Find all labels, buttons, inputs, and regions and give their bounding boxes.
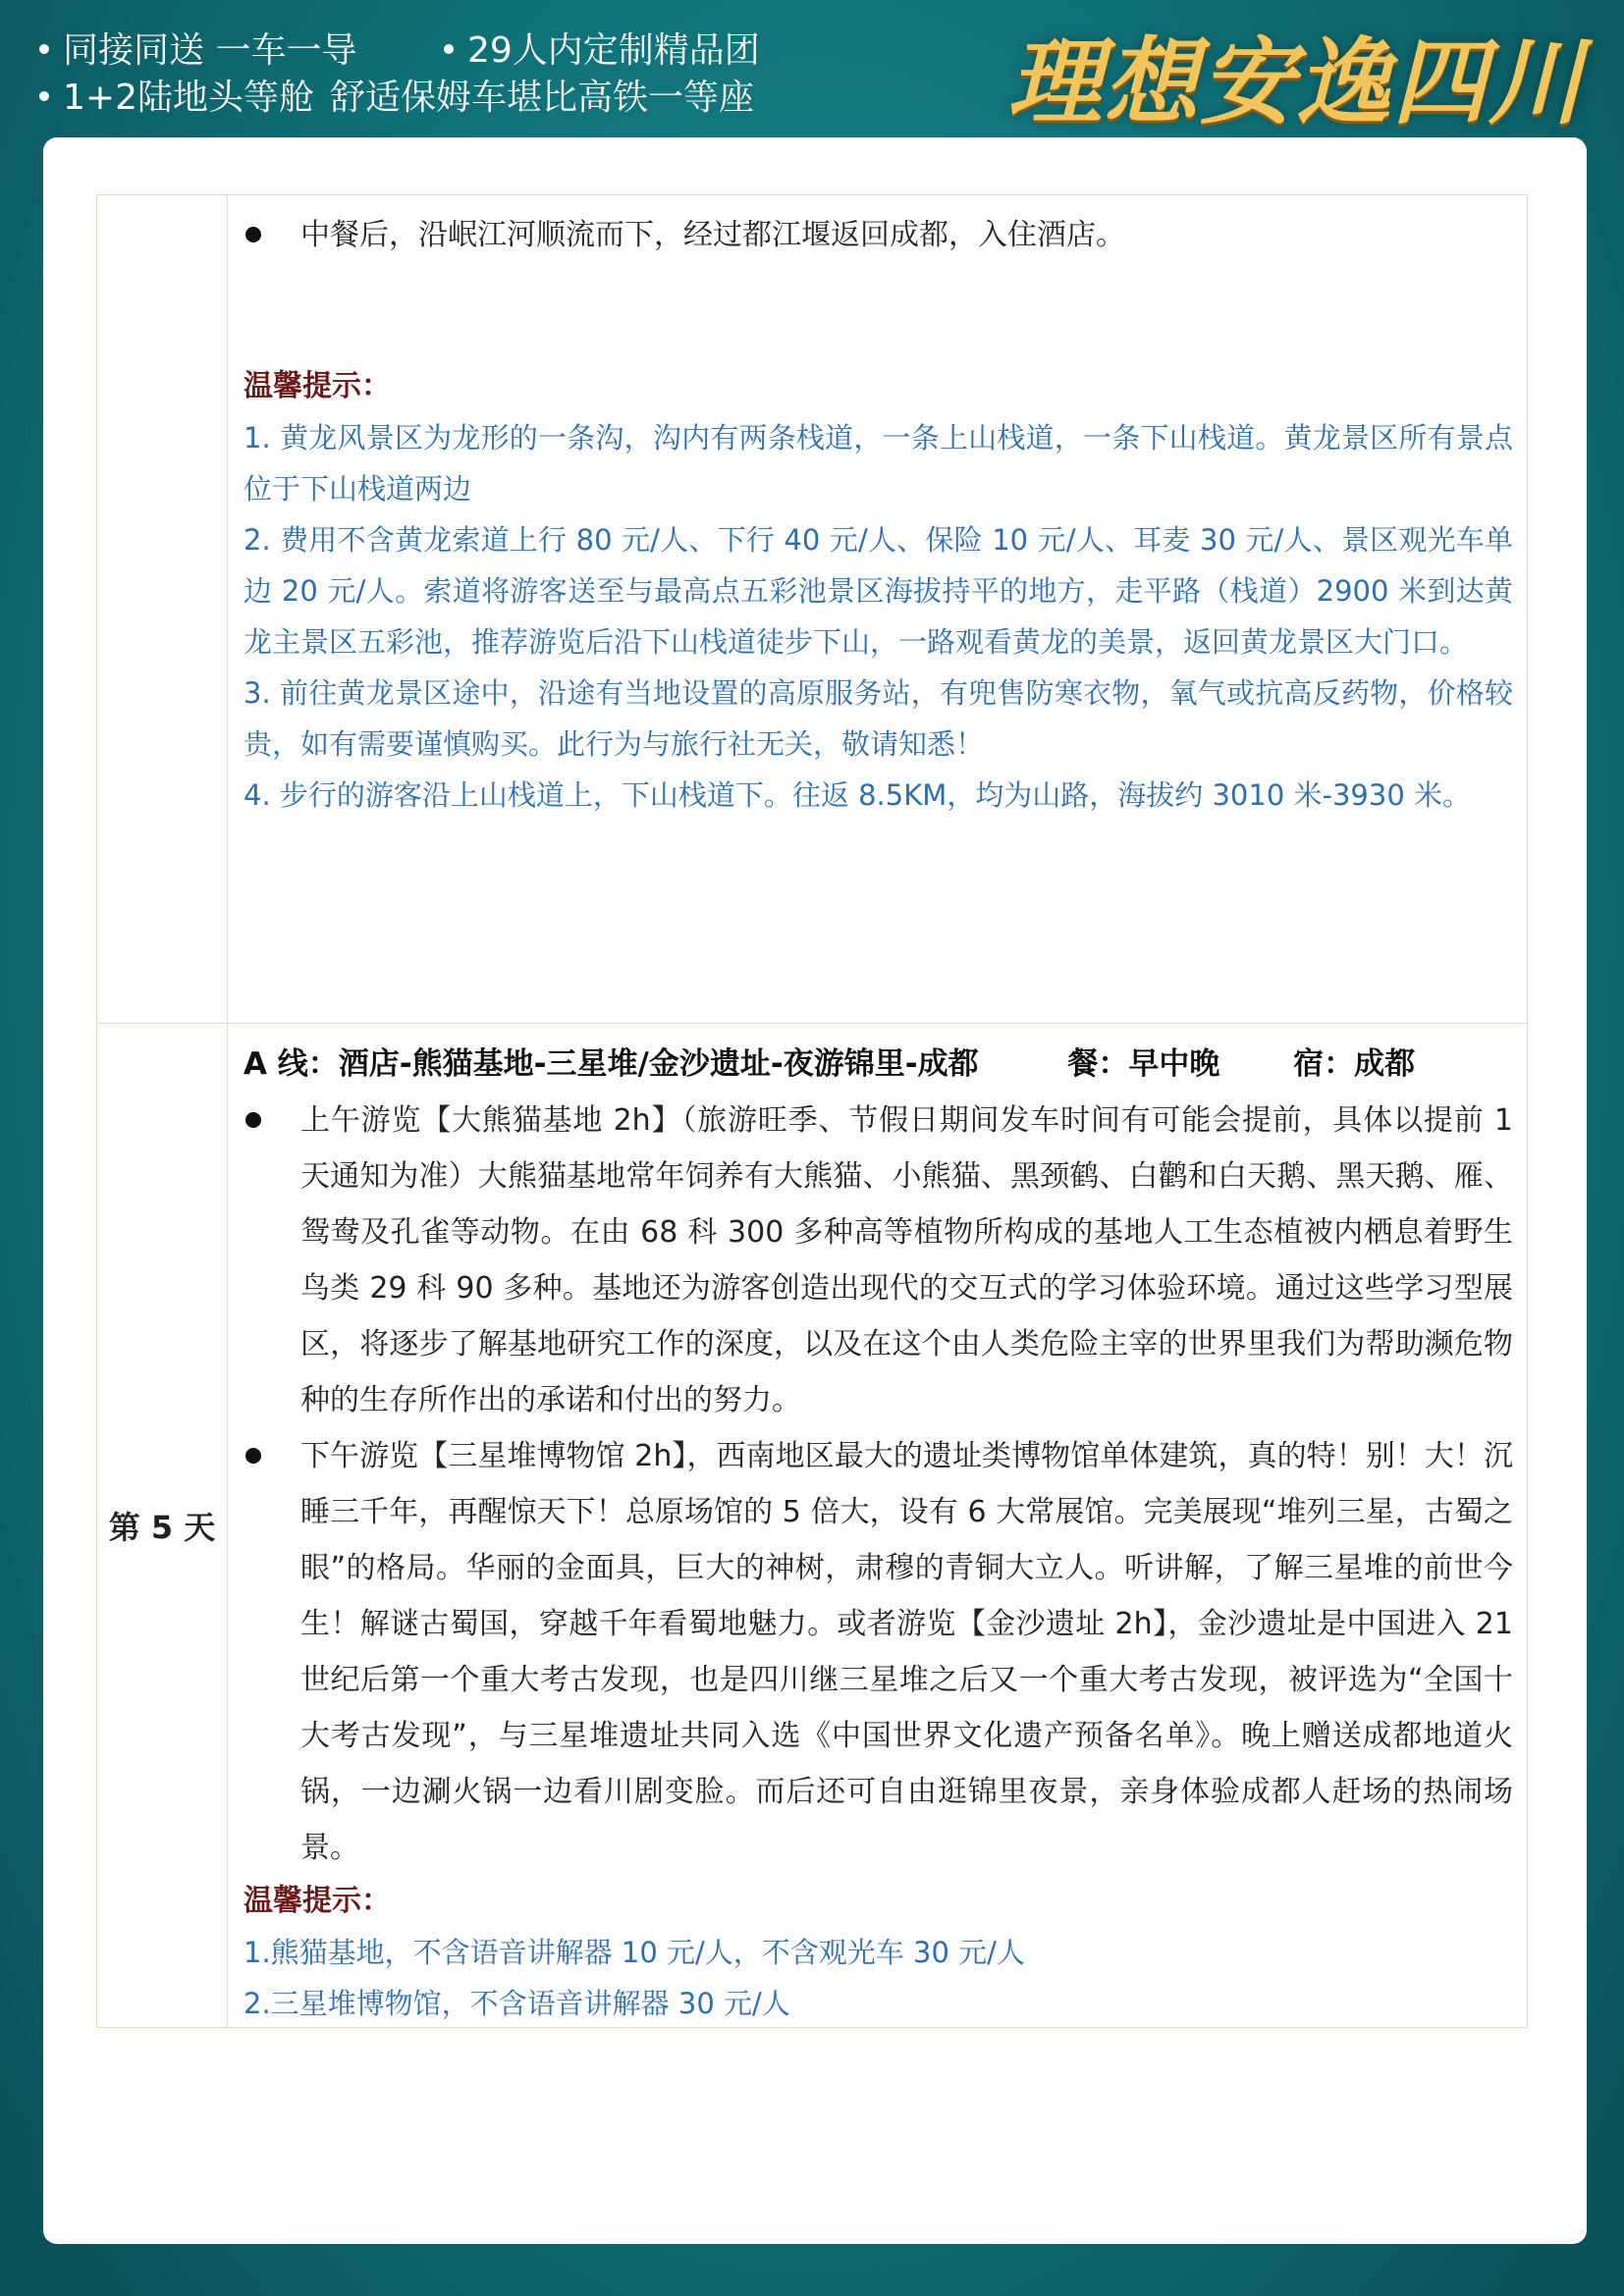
table-row [97,195,1528,1024]
table-row [97,1024,1528,2028]
feature-line [444,27,760,75]
tip-item: 2. 费用不含黄龙索道上行 80 元/人、下行 40 元/人、保险 10 元/人、耳麦 30 元/人、景区观光车单边 20 元/人。索道将游客送至与最高点五彩池景区海拔持平的地方，走平路（栈道）2900 米到达黄龙主景区五彩池，推荐游览后沿下山栈道徒步下山，一路观看黄龙的美景，返回黄龙景区大门口。 [244,523,1513,659]
tips-title: 温馨提示： [244,369,391,403]
feature-text: 同接同送 一车一导 [63,30,357,71]
route-line [244,1036,1513,1093]
tip-item: 4. 步行的游客沿上山栈道上，下山栈道下。往返 8.5KM，均为山路，海拔约 3010 米-3930 米。 [244,778,1471,812]
feature-line [39,27,356,75]
brand-logo: 理想安逸四川 [1007,27,1585,137]
content-card [43,137,1587,2244]
detail-cell [228,195,1528,1024]
list-item: 上午游览【大熊猫基地 2h】（旅游旺季、节假日期间发车时间有可能会提前，具体以提前 1 天通知为准）大熊猫基地常年饲养有大熊猫、小熊猫、黑颈鹤、白鹳和白天鹅、黑天鹅、雁、鸳鸯及孔雀等动物。在由 68 科 300 多种高等植物所构成的基地人工生态植被内栖息着野生鸟类 29 科 90 多种。基地还为游客创造出现代的交互式的学习体验环境。通过这些学习型展区，将逐步了解基地研究工作的深度，以及在这个由人类危险主宰的世界里我们为帮助濒危物种的生存所作出的承诺和付出的努力。 [244,1093,1513,1428]
detail-cell [228,1024,1528,2028]
itinerary-table [96,194,1528,2028]
feature-text: 1+2陆地头等舱 [63,78,314,118]
route-title: A 线：酒店-熊猫基地-三星堆/金沙遗址-夜游锦里-成都 [244,1046,979,1082]
page-header [0,0,1624,137]
bullet-dot-icon [39,44,49,54]
list-item: 中餐后，沿岷江河顺流而下，经过都江堰返回成都，入住酒店。 [244,207,1513,263]
bullet-dot-icon [444,44,454,54]
tip-item: 3. 前往黄龙景区途中，沿途有当地设置的高原服务站，有兜售防寒衣物，氧气或抗高反药物，价格较贵，如有需要谨慎购买。此行为与旅行社无关，敬请知悉！ [244,676,1513,761]
tip-item: 1. 黄龙风景区为龙形的一条沟，沟内有两条栈道，一条上山栈道，一条下山栈道。黄龙景区所有景点位于下山栈道两边 [244,421,1513,506]
bullet-dot-icon [39,91,49,101]
list-item: 下午游览【三星堆博物馆 2h】，西南地区最大的遗址类博物馆单体建筑，真的特！别！大！沉睡三千年，再醒惊天下！总原场馆的 5 倍大，设有 6 大常展馆。完美展现“堆列三星，古蜀之眼”的格局。华丽的金面具，巨大的神树，肃穆的青铜大立人。听讲解，了解三星堆的前世今生！解谜古蜀国，穿越千年看蜀地魅力。或者游览【金沙遗址 2h】，金沙遗址是中国进入 21 世纪后第一个重大考古发现，也是四川继三星堆之后又一个重大考古发现，被评选为“全国十大考古发现”，与三星堆遗址共同入选《中国世界文化遗产预备名单》。晚上赠送成都地道火锅，一边涮火锅一边看川剧变脸。而后还可自由逛锦里夜景，亲身体验成都人赶场的热闹场景。 [244,1428,1513,1876]
feature-text: 29人内定制精品团 [467,30,760,71]
stay-label: 宿：成都 [1293,1046,1416,1082]
tips-title: 温馨提示： [244,1884,391,1918]
feature-line [330,75,754,122]
meals-label: 餐：早中晚 [1067,1046,1220,1082]
tip-item: 2.三星堆博物馆，不含语音讲解器 30 元/人 [244,1987,790,2020]
tip-item: 1.熊猫基地，不含语音讲解器 10 元/人，不含观光车 30 元/人 [244,1936,1025,1969]
day-label: 第 5 天 [108,1509,216,1546]
day-cell [97,195,228,1024]
feature-text: 舒适保姆车堪比高铁一等座 [330,78,755,118]
day-cell [97,1024,228,2028]
feature-line [39,75,314,122]
